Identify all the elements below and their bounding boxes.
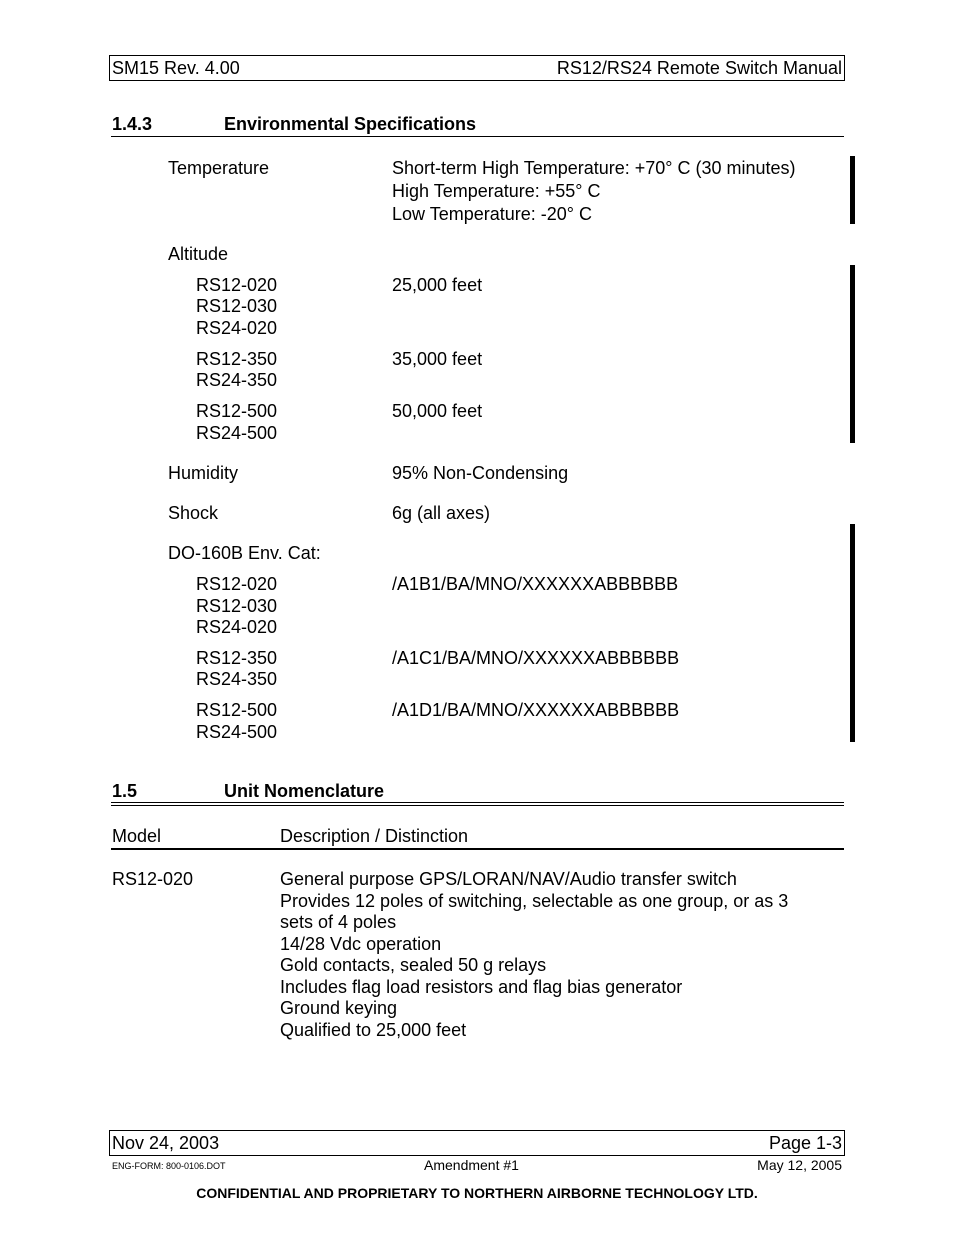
model-name: RS12-020 <box>196 275 278 295</box>
model-name: RS12-500 <box>196 700 278 720</box>
description-line: General purpose GPS/LORAN/NAV/Audio transfer switch <box>280 869 737 889</box>
spec-label-shock: Shock <box>168 503 219 523</box>
model-name: RS12-030 <box>196 296 278 316</box>
footer-box <box>109 1130 845 1156</box>
description-line: Gold contacts, sealed 50 g relays <box>280 955 547 975</box>
model-name: RS24-350 <box>196 370 278 390</box>
change-bar <box>850 156 855 224</box>
env-category-value: /A1C1/BA/MNO/XXXXXXABBBBBB <box>392 648 680 668</box>
env-category-value: /A1B1/BA/MNO/XXXXXXABBBBBB <box>392 574 679 594</box>
description-line: Includes flag load resistors and flag bias generator <box>280 977 683 997</box>
section-number: 1.5 <box>112 781 138 801</box>
model-name: RS12-500 <box>196 401 278 421</box>
table-cell-model: RS12-020 <box>112 869 194 889</box>
footer-date: Nov 24, 2003 <box>112 1133 220 1153</box>
description-line: Provides 12 poles of switching, selectable as one group, or as 3 <box>280 891 789 911</box>
spec-label-humidity: Humidity <box>168 463 239 483</box>
model-name: RS12-350 <box>196 349 278 369</box>
change-bar <box>850 524 855 742</box>
model-name: RS12-020 <box>196 574 278 594</box>
model-name: RS24-350 <box>196 669 278 689</box>
header-doc-title: RS12/RS24 Remote Switch Manual <box>556 58 842 78</box>
model-name: RS24-500 <box>196 423 278 443</box>
section-rule <box>111 136 844 137</box>
change-bar <box>850 265 855 443</box>
shock-value: 6g (all axes) <box>392 503 491 523</box>
altitude-value: 25,000 feet <box>392 275 483 295</box>
table-header-rule <box>111 848 844 850</box>
description-line: 14/28 Vdc operation <box>280 934 442 954</box>
section-title: Environmental Specifications <box>224 114 477 134</box>
spec-value-line: High Temperature: +55° C <box>392 181 601 201</box>
footer-amendment: Amendment #1 <box>424 1157 519 1173</box>
table-header-description: Description / Distinction <box>280 826 469 846</box>
footer-amendment-date: May 12, 2005 <box>757 1157 842 1173</box>
spec-value-line: Low Temperature: -20° C <box>392 204 592 224</box>
section-rule <box>111 805 844 806</box>
section-title: Unit Nomenclature <box>224 781 385 801</box>
spec-label-altitude: Altitude <box>168 244 229 264</box>
env-category-value: /A1D1/BA/MNO/XXXXXXABBBBBB <box>392 700 680 720</box>
header-doc-id: SM15 Rev. 4.00 <box>112 58 240 78</box>
confidential-notice: CONFIDENTIAL AND PROPRIETARY TO NORTHERN AIRBORNE TECHNOLOGY LTD. <box>196 1185 758 1201</box>
model-name: RS12-030 <box>196 596 278 616</box>
description-line: Ground keying <box>280 998 398 1018</box>
altitude-value: 50,000 feet <box>392 401 483 421</box>
humidity-value: 95% Non-Condensing <box>392 463 569 483</box>
table-header-model: Model <box>112 826 162 846</box>
spec-label-temperature: Temperature <box>168 158 270 178</box>
section-number: 1.4.3 <box>112 114 153 134</box>
spec-value-line: Short-term High Temperature: +70° C (30 minutes) <box>392 158 796 178</box>
model-name: RS24-020 <box>196 318 278 338</box>
model-name: RS24-500 <box>196 722 278 742</box>
spec-label-do160b: DO-160B Env. Cat: <box>168 543 321 563</box>
model-name: RS24-020 <box>196 617 278 637</box>
section-rule <box>111 802 844 803</box>
model-name: RS12-350 <box>196 648 278 668</box>
footer-form-id: ENG-FORM: 800-0106.DOT <box>112 1161 226 1171</box>
description-line: sets of 4 poles <box>280 912 397 932</box>
footer-page-number: Page 1-3 <box>768 1133 842 1153</box>
altitude-value: 35,000 feet <box>392 349 483 369</box>
description-line: Qualified to 25,000 feet <box>280 1020 467 1040</box>
